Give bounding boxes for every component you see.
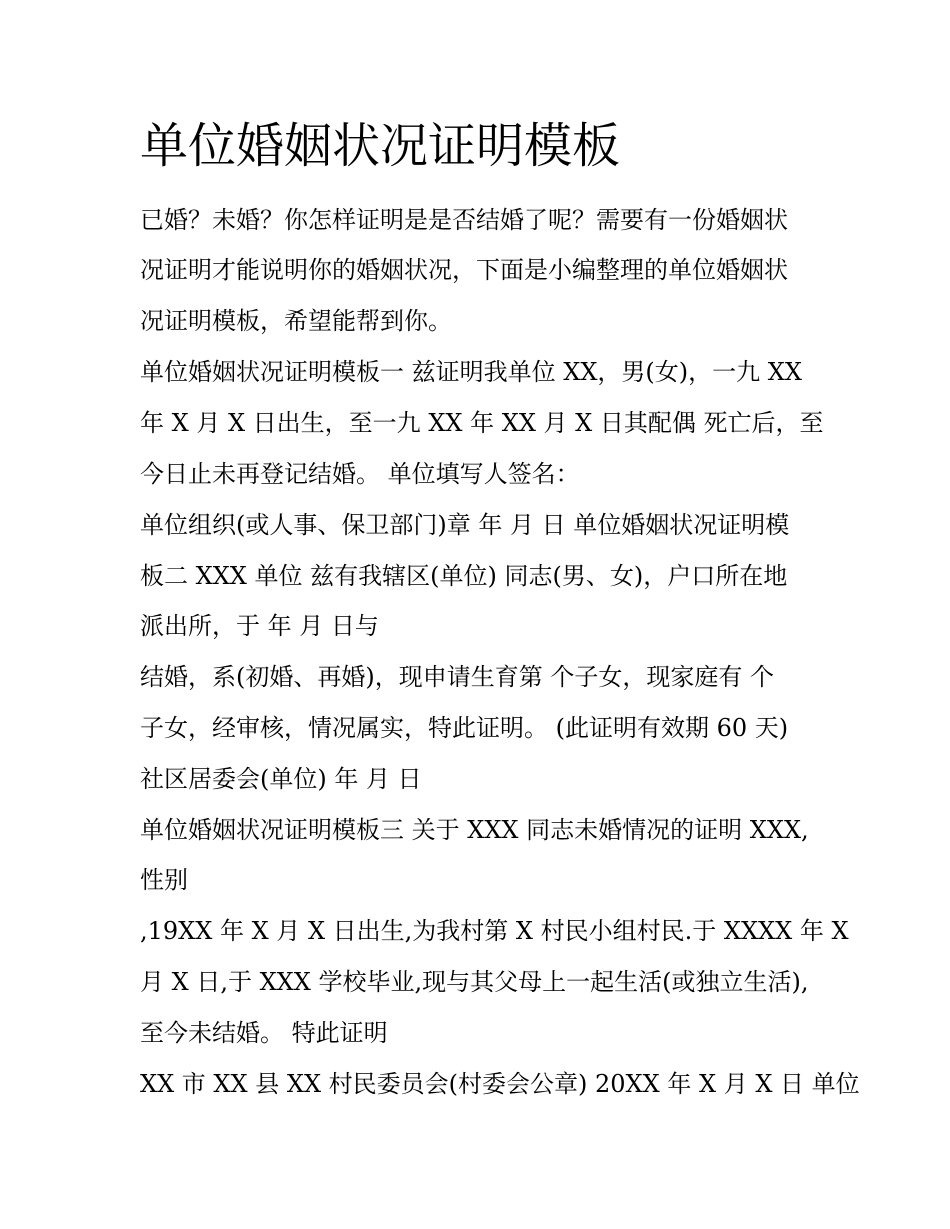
body-line: 性别 [140, 866, 188, 894]
body-line: 单位组织(或人事、保卫部门)章 年 月 日 单位婚姻状况证明模 [140, 511, 790, 539]
body-line: 板二 XXX 单位 兹有我辖区(单位) 同志(男、女)，户口所在地 [140, 562, 788, 590]
body-line: ,19XX 年 X 月 X 日出生,为我村第 X 村民小组村民.于 XXXX 年 X [140, 917, 849, 945]
body-line: 已婚？未婚？你怎样证明是是否结婚了呢？需要有一份婚姻状 [140, 206, 788, 234]
document-title: 单位婚姻状况证明模板 [140, 118, 621, 174]
body-line: 子女，经审核，情况属实，特此证明。 (此证明有效期 60 天) [140, 714, 789, 742]
body-line: 结婚，系(初婚、再婚)，现申请生育第 个子女，现家庭有 个 [140, 663, 774, 691]
body-line: 至今未结婚。 特此证明 [140, 1019, 388, 1047]
body-line: 今日止未再登记结婚。 单位填写人签名： [140, 460, 580, 488]
body-line: 派出所，于 年 月 日与 [140, 612, 379, 640]
body-line: 况证明才能说明你的婚姻状况，下面是小编整理的单位婚姻状 [140, 256, 788, 284]
body-line: 社区居委会(单位) 年 月 日 [140, 765, 422, 793]
body-line: 单位婚姻状况证明模板一 兹证明我单位 XX，男(女)，一九 XX [140, 358, 802, 386]
body-line: 况证明模板，希望能帮到你。 [140, 307, 452, 335]
body-line: XX 市 XX 县 XX 村民委员会(村委会公章) 20XX 年 X 月 X 日 单位 [140, 1070, 860, 1098]
body-line: 月 X 日,于 XXX 学校毕业,现与其父母上一起生活(或独立生活), [140, 968, 809, 996]
body-line: 单位婚姻状况证明模板三 关于 XXX 同志未婚情况的证明 XXX, [140, 816, 809, 844]
body-line: 年 X 月 X 日出生，至一九 XX 年 XX 月 X 日其配偶 死亡后，至 [140, 409, 824, 437]
